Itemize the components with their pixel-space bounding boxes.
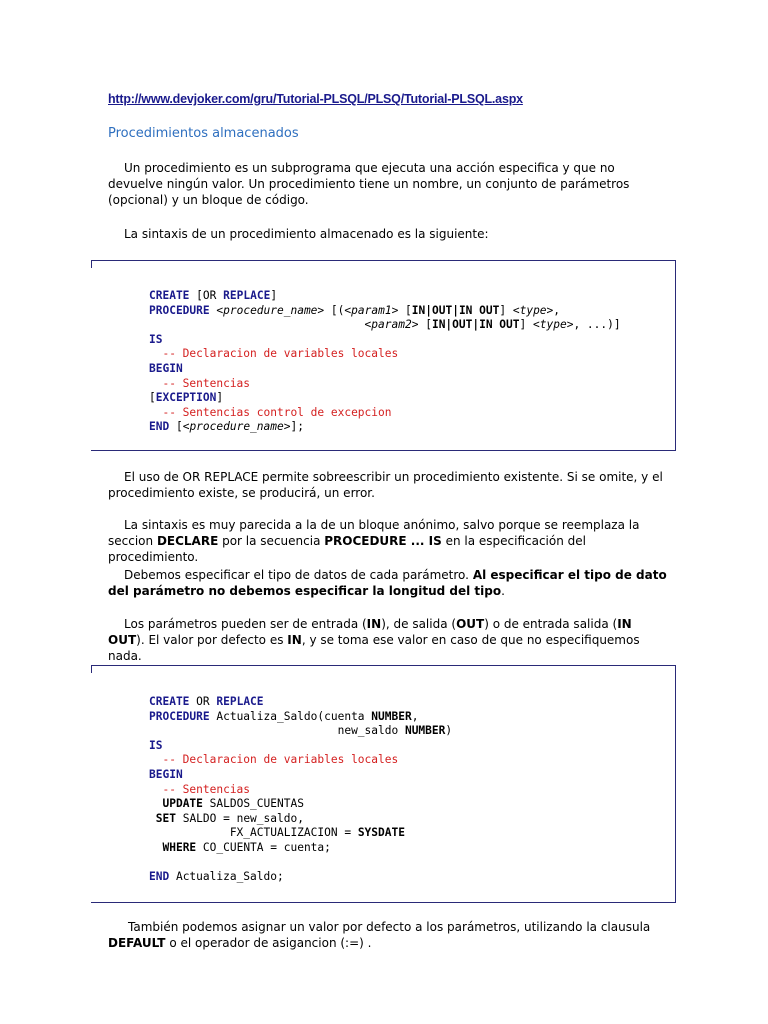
code-comment: -- Declaracion de variables locales (149, 347, 399, 361)
code-text: SALDOS_CUENTAS (202, 797, 304, 811)
code-text: , (411, 709, 419, 723)
text: También podemos asignar un valor por defecto a los parámetros, utilizando la clausula (128, 920, 651, 934)
code-indent (149, 841, 162, 854)
kw-procedure: PROCEDURE (149, 709, 210, 723)
code-text: < (364, 318, 372, 332)
code-comment: -- Sentencias control de excepcion (149, 405, 392, 419)
paragraph-syntax-intro-text: La sintaxis de un procedimiento almacenado es la siguiente: (124, 227, 489, 241)
bold-text: PROCEDURE ... IS (324, 534, 442, 548)
code-block-example (91, 665, 676, 903)
code-text: [ (418, 318, 432, 332)
code-text: > (317, 303, 325, 317)
code-text: Actualiza_Saldo(cuenta (209, 709, 372, 723)
code-text: OR (202, 289, 217, 302)
paragraph-param-modes (108, 616, 668, 664)
code-comment: -- Sentencias (149, 782, 251, 796)
text: Los parámetros pueden ser de entrada ( (124, 617, 367, 631)
bold-text: OUT (456, 617, 485, 631)
bold-text: Al especificar el tipo de dato del parámetro no debemos especificar la longitud del tipo (108, 568, 667, 598)
code-indent (149, 797, 162, 810)
code-text: Actualiza_Saldo; (169, 870, 284, 884)
paragraph-or-replace-text: El uso de OR REPLACE permite sobreescribir un procedimiento existente. Si se omite, y el procedimiento existe, se producirá, un error. (108, 470, 663, 500)
paragraph-datatypes (108, 567, 668, 599)
text: ). El valor por defecto es (136, 633, 288, 647)
code-text: [< (169, 420, 190, 434)
paragraph-syntax-intro (108, 226, 668, 242)
text: por la secuencia (218, 534, 325, 548)
kw-create: CREATE (149, 695, 190, 708)
kw-create: CREATE (149, 289, 190, 302)
code-placeholder: param1 (351, 303, 392, 317)
code-comment: -- Sentencias (149, 376, 251, 390)
code-text: [( (324, 303, 345, 317)
code-text: FX_ACTUALIZACION = (149, 826, 358, 840)
kw-end: END (149, 420, 170, 434)
text: en la especificación del procedimiento. (108, 534, 586, 564)
code-text: [ (196, 289, 203, 302)
code-text: < (533, 318, 540, 332)
code-text: < (216, 303, 224, 317)
code-text: ] (270, 289, 278, 302)
text: o el operador de asigancion (:=) . (165, 936, 372, 950)
kw-update: UPDATE (162, 797, 203, 811)
code-text: ] (216, 391, 224, 405)
code-text: ] (499, 303, 513, 317)
bold-text: DECLARE (156, 534, 219, 548)
kw-where: WHERE (162, 840, 197, 854)
code-text: CO_CUENTA = cuenta; (196, 840, 331, 854)
bold-text: IN OUT (108, 617, 632, 647)
code-text: < (344, 303, 352, 317)
kw-is: IS (149, 332, 163, 346)
code-placeholder: param2 (371, 318, 412, 332)
code-text: > (411, 318, 419, 332)
bold-text: IN (287, 633, 302, 647)
code-mode: IN|OUT|IN OUT (411, 303, 500, 317)
text: La sintaxis es muy parecida a la de un bloque anónimo, salvo porque se reemplaza la seccion (108, 518, 640, 548)
code-text: OR (189, 695, 217, 708)
code-type: NUMBER (371, 709, 412, 723)
kw-replace: REPLACE (216, 695, 264, 708)
code-text: [ (398, 303, 412, 317)
kw-begin: BEGIN (149, 767, 183, 781)
source-link[interactable]: http://www.devjoker.com/gru/Tutorial-PLSQL/PLSQ/Tutorial-PLSQL.aspx (108, 92, 523, 106)
text: ) o de entrada salida ( (484, 617, 618, 631)
code-placeholder: procedure_name (223, 303, 318, 317)
kw-end: END (149, 870, 170, 884)
text: ), de salida ( (381, 617, 457, 631)
code-comment: -- Declaracion de variables locales (149, 753, 399, 767)
code-placeholder: type (519, 303, 547, 317)
bold-text: IN (366, 617, 382, 631)
section-heading: Procedimientos almacenados (108, 126, 299, 141)
code-text: [ (149, 391, 156, 405)
text: , y se toma ese valor en caso de que no especifiquemos nada. (108, 633, 640, 663)
code-text: > (391, 303, 399, 317)
code-indent (149, 812, 156, 825)
code-mode: IN|OUT|IN OUT (431, 318, 520, 332)
code-placeholder: type (539, 318, 567, 332)
code-indent (149, 318, 365, 331)
code-syntax (149, 289, 621, 435)
code-block-syntax (91, 260, 676, 451)
paragraph-definition-text: Un procedimiento es un subprograma que ejecuta una acción especifica y que no devuelve ningún valor. Un procedimiento tiene un nombre, un conjunto de parámetros (opcional) y un bloque de código. (108, 161, 630, 207)
code-text: >]; (283, 420, 304, 434)
kw-set: SET (155, 811, 176, 825)
paragraph-default (108, 919, 668, 951)
text: Debemos especificar el tipo de datos de cada parámetro. (124, 568, 473, 582)
code-type: NUMBER (404, 724, 446, 738)
bold-text: DEFAULT (108, 936, 166, 950)
kw-procedure: PROCEDURE (149, 303, 210, 317)
text: . (501, 584, 505, 598)
paragraph-or-replace (108, 469, 668, 501)
kw-exception: EXCEPTION (155, 391, 217, 405)
code-text: ] (519, 318, 533, 332)
code-example (149, 695, 452, 885)
kw-begin: BEGIN (149, 361, 183, 375)
paragraph-similar-syntax (108, 517, 668, 565)
kw-sysdate: SYSDATE (357, 826, 405, 840)
code-text: ) (445, 724, 453, 738)
kw-replace: REPLACE (223, 289, 271, 302)
code-text: < (512, 303, 520, 317)
code-text: SALDO = new_saldo, (175, 811, 304, 825)
code-text: >, ...)] (566, 318, 621, 332)
kw-is: IS (149, 738, 163, 752)
code-placeholder: procedure_name (189, 420, 284, 434)
code-text: new_saldo (149, 724, 405, 738)
paragraph-definition (108, 160, 668, 208)
code-text: >, (546, 303, 561, 317)
